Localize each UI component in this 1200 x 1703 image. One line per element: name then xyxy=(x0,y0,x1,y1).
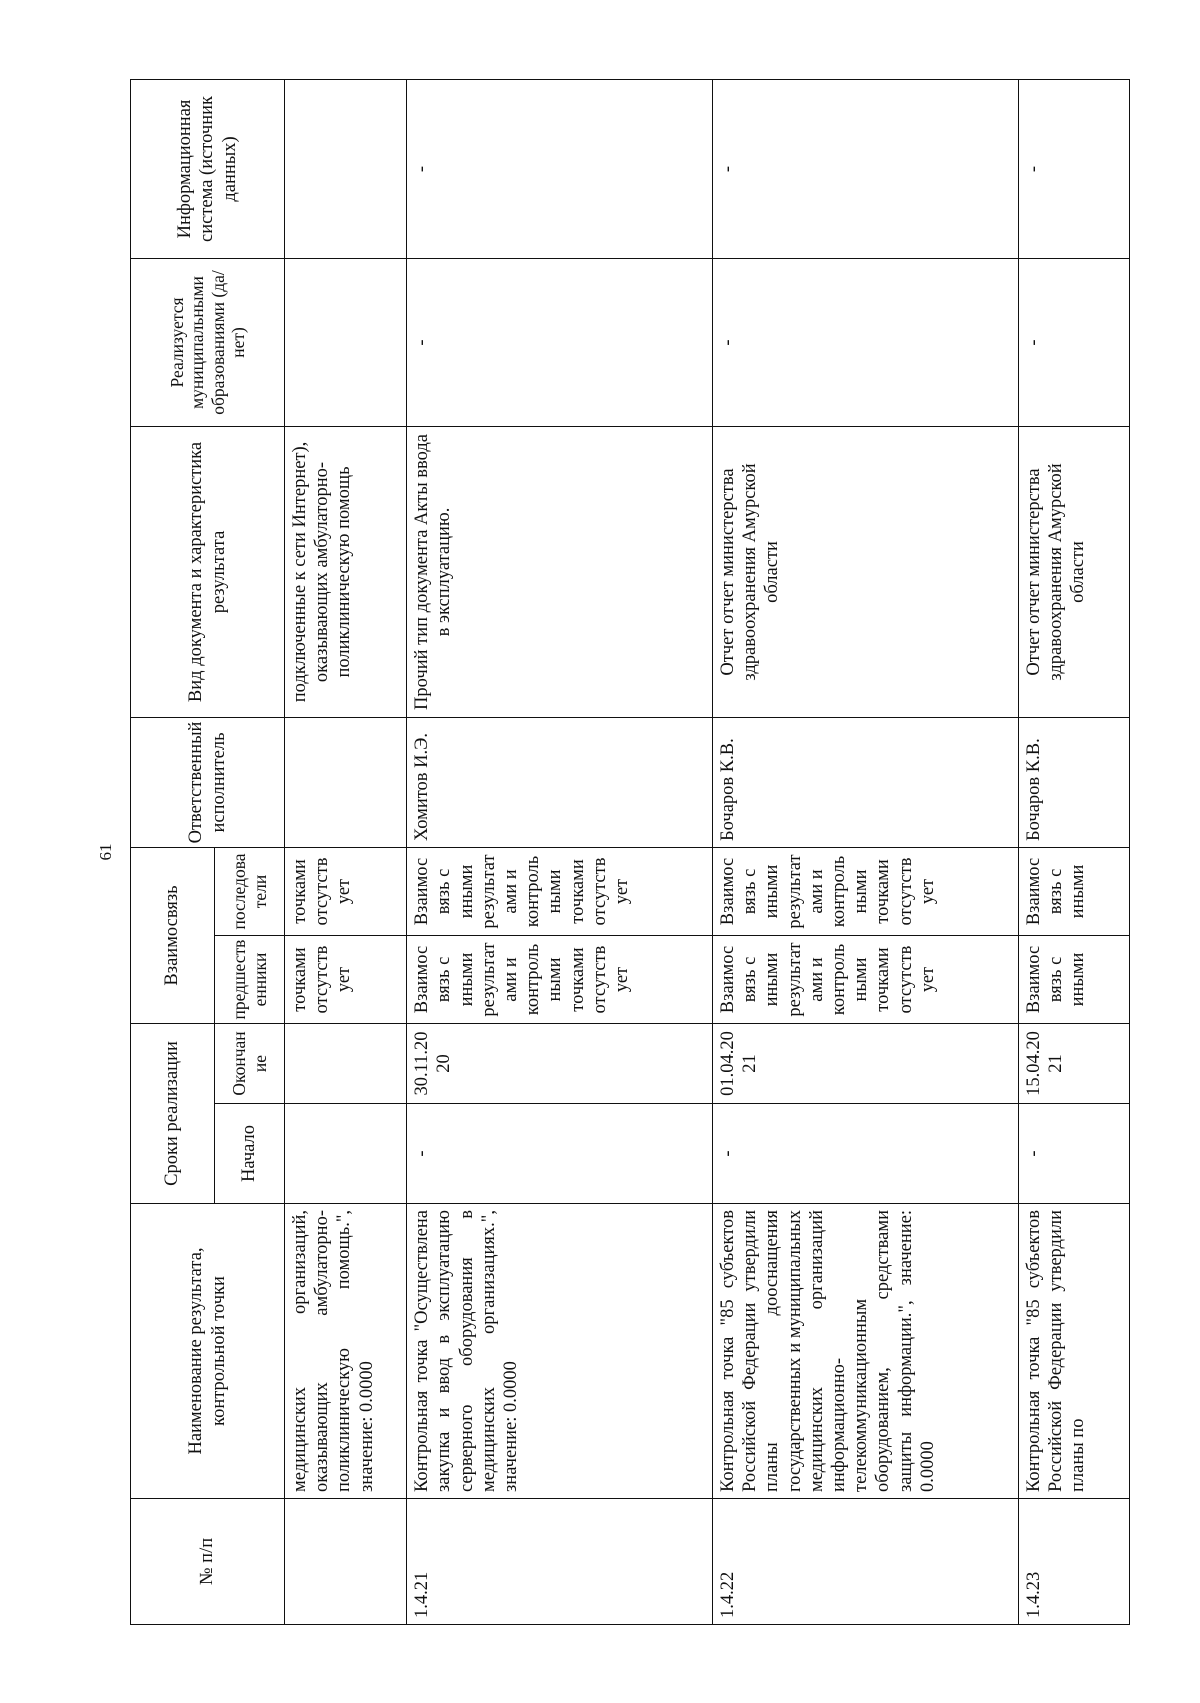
table-row xyxy=(285,79,407,1624)
table-row xyxy=(713,79,1019,1624)
header-num: № п/п xyxy=(131,1499,285,1625)
plan-table xyxy=(130,79,1130,1625)
rotated-page-content xyxy=(130,80,1130,1625)
row-end xyxy=(285,1024,407,1104)
row-prev: точками отсутствует xyxy=(285,936,407,1024)
row-document: подключенные к сети Интернет), оказывающих амбулаторно-поликлиническую помощь xyxy=(285,426,407,717)
row-num: 1.4.21 xyxy=(407,1499,713,1625)
row-document: Отчет отчет министерства здравоохранения Амурской области xyxy=(713,426,1019,717)
row-responsible xyxy=(285,717,407,847)
row-info-system: - xyxy=(713,79,1019,258)
row-info-system: - xyxy=(407,79,713,258)
table-row xyxy=(1018,79,1129,1624)
row-info-system xyxy=(285,79,407,258)
row-info-system: - xyxy=(1018,79,1129,258)
row-next: Взаимосвязь с иными результатами и контрольными точками отсутствует xyxy=(713,847,1019,935)
row-document: Отчет отчет министерства здравоохранения Амурской области xyxy=(1018,426,1129,717)
row-municipal: - xyxy=(713,258,1019,426)
row-end: 30.11.2020 xyxy=(407,1024,713,1104)
row-prev: Взаимосвязь с иными результатами и контрольными точками отсутствует xyxy=(713,936,1019,1024)
row-name: Контрольная точка "Осуществлена закупка и ввод в эксплуатацию серверного оборудования в медицинских организациях.", значение: 0.0000 xyxy=(407,1204,713,1499)
header-end: Окончание xyxy=(215,1024,285,1104)
row-num: 1.4.23 xyxy=(1018,1499,1129,1625)
header-name: Наименование результата, контрольной точки xyxy=(131,1204,285,1499)
header-prev: предшественники xyxy=(215,936,285,1024)
header-link: Взаимосвязь xyxy=(131,847,215,1023)
row-name: медицинских организаций, оказывающих амбулаторно-поликлиническую помощь.", значение: 0.0000 xyxy=(285,1204,407,1499)
row-responsible: Бочаров К.В. xyxy=(1018,717,1129,847)
row-municipal xyxy=(285,258,407,426)
row-prev: Взаимосвязь с иными результатами и контрольными точками отсутствует xyxy=(407,936,713,1024)
row-num: 1.4.22 xyxy=(713,1499,1019,1625)
row-start: - xyxy=(407,1104,713,1204)
page-number: 61 xyxy=(96,843,115,861)
row-name: Контрольная точка "85 субъектов Российской Федерации утвердили планы по xyxy=(1018,1204,1129,1499)
row-start: - xyxy=(713,1104,1019,1204)
row-end: 01.04.2021 xyxy=(713,1024,1019,1104)
row-num xyxy=(285,1499,407,1625)
header-municipal: Реализуется муниципальными образованиями (да/нет) xyxy=(131,258,285,426)
row-document: Прочий тип документа Акты ввода в эксплуатацию. xyxy=(407,426,713,717)
row-end: 15.04.2021 xyxy=(1018,1024,1129,1104)
row-next: Взаимосвязь с иными результатами и контрольными точками отсутствует xyxy=(407,847,713,935)
header-next: последователи xyxy=(215,847,285,935)
row-municipal: - xyxy=(1018,258,1129,426)
row-next: Взаимосвязь с иными xyxy=(1018,847,1129,935)
header-document: Вид документа и характеристика результата xyxy=(131,426,285,717)
row-next: точками отсутствует xyxy=(285,847,407,935)
row-start: - xyxy=(1018,1104,1129,1204)
row-responsible: Хомитов И.Э. xyxy=(407,717,713,847)
header-terms: Сроки реализации xyxy=(131,1024,215,1204)
row-start xyxy=(285,1104,407,1204)
row-name: Контрольная точка "85 субъектов Российской Федерации утвердили планы дооснащения государственных и муниципальных медицинских организаций информационно-телекоммуникационным оборудованием, средствами защиты информации.", значение: 0.0000 xyxy=(713,1204,1019,1499)
header-responsible: Ответственный исполнитель xyxy=(131,717,285,847)
row-prev: Взаимосвязь с иными xyxy=(1018,936,1129,1024)
table-row xyxy=(407,79,713,1624)
row-municipal: - xyxy=(407,258,713,426)
header-start: Начало xyxy=(215,1104,285,1204)
header-info-system: Информационная система (источник данных) xyxy=(131,79,285,258)
row-responsible: Бочаров К.В. xyxy=(713,717,1019,847)
header-row-1 xyxy=(131,79,215,1624)
